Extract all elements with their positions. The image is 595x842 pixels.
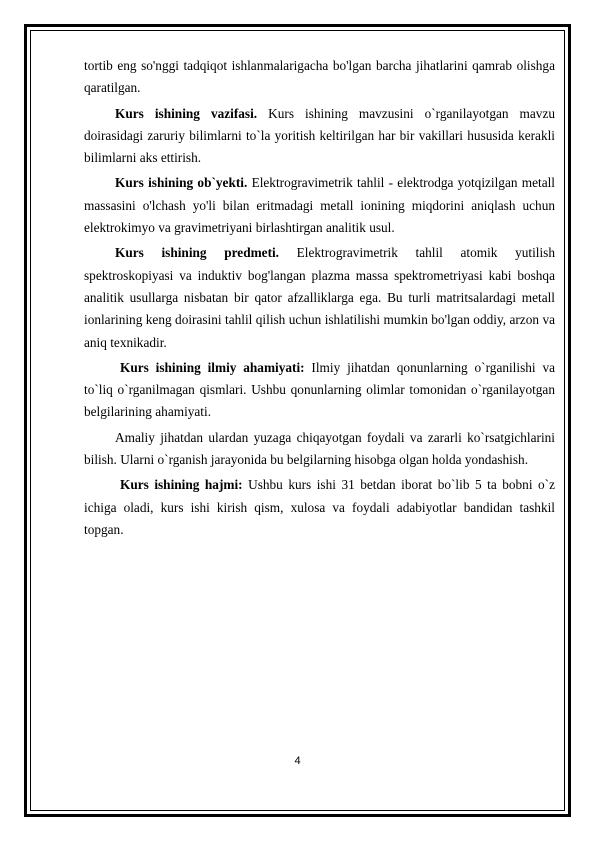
paragraph-obyekti <box>84 172 555 239</box>
document-body <box>84 55 555 544</box>
paragraph-text: Elektrogravimetrik tahlil - elektrodga yotqizilgan metall massasini o'lchash yo'li bilan eritmadagi metall ionining miqdorini aniqlash uchun elektrokimyo va gravimetriyani birlashtirgan analitik usul. <box>84 175 555 236</box>
paragraph-text: Amaliy jihatdan ulardan yuzaga chiqayotgan foydali va zararli ko`rsatgichlarini bilish. Ularni o`rganish jarayonida bu belgilarning hisobga olgan holda yondashish. <box>84 429 555 468</box>
paragraph-heading: Kurs ishining predmeti. <box>115 245 280 261</box>
paragraph-amaliy <box>84 427 555 472</box>
paragraph-text: Kurs ishining mavzusini o`rganilayotgan mavzu doirasidagi zaruriy bilimlarni to`la yoritish keltirilgan har bir vakillari hususida kerakli bilimlarni aks ettirish. <box>84 105 555 166</box>
paragraph-hajmi <box>84 474 555 541</box>
paragraph-text: tortib eng so'nggi tadqiqot ishlanmalarigacha bo'lgan barcha jihatlarini qamrab olishga qaratilgan. <box>84 58 555 96</box>
paragraph-heading: Kurs ishining vazifasi. <box>115 105 258 121</box>
page-number: 4 <box>294 755 301 767</box>
paragraph-ahamiyati <box>84 357 555 424</box>
paragraph-intro-continuation <box>84 55 555 100</box>
paragraph-text: Elektrogravimetrik tahlil atomik yutilish spektroskopiyasi va induktiv bog'langan plazma massa spektrometriyasi kabi boshqa analitik usullarga nisbatan bir qator afzalliklarga ega. Bu turli matritsalardagi metall ionlarining keng doirasini tahlil qilish uchun ishlatilishi mumkin bo'lgan oddiy, arzon va aniq texnikadir. <box>84 245 555 350</box>
paragraph-vazifasi <box>84 103 555 170</box>
paragraph-text: Ushbu kurs ishi 31 betdan iborat bo`lib 5 ta bobni o`z ichiga oladi, kurs ishi kirish qism, xulosa va foydali adabiyotlar bandidan tashkil topgan. <box>84 477 555 537</box>
paragraph-text: Ilmiy jihatdan qonunlarning o`rganilishi va to`liq o`rganilmagan qismlari. Ushbu qonunlarning olimlar tomonidan o`rganilayotgan belgilarining ahamiyati. <box>84 359 555 420</box>
paragraph-predmeti <box>84 242 555 353</box>
paragraph-heading: Kurs ishining hajmi: <box>120 477 243 493</box>
paragraph-heading: Kurs ishining ob`yekti. <box>115 175 248 191</box>
paragraph-heading: Kurs ishining ilmiy ahamiyati: <box>120 359 305 375</box>
